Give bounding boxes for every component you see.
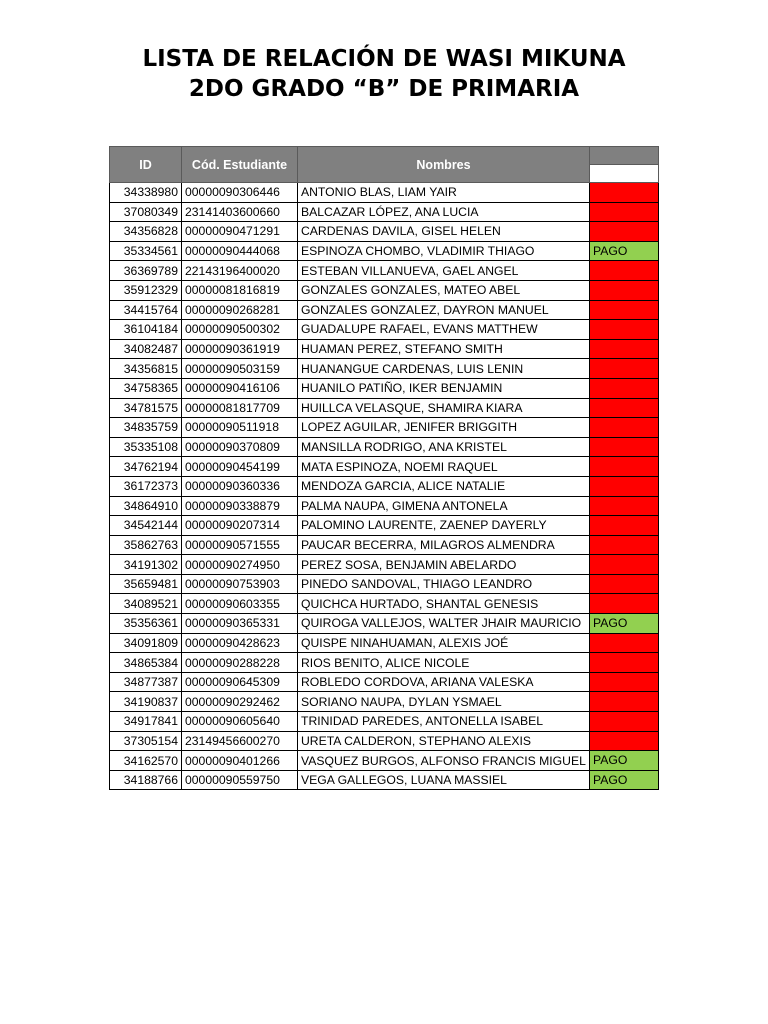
cell-payment-status: PAGO — [590, 751, 659, 771]
cell-nombre: LOPEZ AGUILAR, JENIFER BRIGGITH — [298, 418, 590, 438]
cell-payment-status — [590, 653, 659, 673]
table-row — [110, 692, 659, 712]
cell-id: 34089521 — [110, 594, 182, 614]
cell-codigo: 00000090306446 — [182, 183, 298, 203]
cell-nombre: QUICHCA HURTADO, SHANTAL GENESIS — [298, 594, 590, 614]
cell-codigo: 00000081816819 — [182, 280, 298, 300]
table-row — [110, 359, 659, 379]
cell-payment-status — [590, 633, 659, 653]
cell-nombre: VEGA GALLEGOS, LUANA MASSIEL — [298, 770, 590, 790]
cell-payment-status — [590, 712, 659, 732]
cell-id: 34758365 — [110, 378, 182, 398]
table-row — [110, 535, 659, 555]
cell-codigo: 00000090361919 — [182, 339, 298, 359]
cell-id: 34356815 — [110, 359, 182, 379]
cell-nombre: HUANANGUE CARDENAS, LUIS LENIN — [298, 359, 590, 379]
cell-payment-status — [590, 476, 659, 496]
table-row — [110, 222, 659, 242]
table-row — [110, 633, 659, 653]
cell-payment-status — [590, 378, 659, 398]
cell-id: 34091809 — [110, 633, 182, 653]
cell-codigo: 00000081817709 — [182, 398, 298, 418]
cell-id: 35335108 — [110, 437, 182, 457]
cell-id: 36104184 — [110, 320, 182, 340]
cell-codigo: 00000090645309 — [182, 672, 298, 692]
cell-codigo: 00000090603355 — [182, 594, 298, 614]
cell-codigo: 00000090471291 — [182, 222, 298, 242]
cell-id: 34865384 — [110, 653, 182, 673]
cell-payment-status — [590, 261, 659, 281]
cell-codigo: 00000090753903 — [182, 574, 298, 594]
title-line-2: 2DO GRADO “B” DE PRIMARIA — [188, 76, 580, 102]
cell-id: 34082487 — [110, 339, 182, 359]
cell-id: 34877387 — [110, 672, 182, 692]
cell-nombre: PALMA NAUPA, GIMENA ANTONELA — [298, 496, 590, 516]
cell-payment-status — [590, 496, 659, 516]
cell-nombre: RIOS BENITO, ALICE NICOLE — [298, 653, 590, 673]
cell-id: 34356828 — [110, 222, 182, 242]
document-title — [0, 44, 768, 104]
cell-payment-status — [590, 594, 659, 614]
cell-payment-status — [590, 672, 659, 692]
cell-nombre: PINEDO SANDOVAL, THIAGO LEANDRO — [298, 574, 590, 594]
header-id: ID — [110, 147, 182, 183]
cell-nombre: SORIANO NAUPA, DYLAN YSMAEL — [298, 692, 590, 712]
table-row — [110, 496, 659, 516]
cell-codigo: 22143196400020 — [182, 261, 298, 281]
cell-id: 34542144 — [110, 516, 182, 536]
table-row — [110, 751, 659, 771]
table-row — [110, 516, 659, 536]
cell-nombre: PALOMINO LAURENTE, ZAENEP DAYERLY — [298, 516, 590, 536]
cell-id: 37305154 — [110, 731, 182, 751]
cell-id: 36369789 — [110, 261, 182, 281]
cell-codigo: 00000090500302 — [182, 320, 298, 340]
cell-id: 34781575 — [110, 398, 182, 418]
cell-codigo: 00000090274950 — [182, 555, 298, 575]
table-row — [110, 202, 659, 222]
cell-payment-status — [590, 320, 659, 340]
table-row — [110, 183, 659, 203]
cell-id: 34190837 — [110, 692, 182, 712]
cell-codigo: 23141403600660 — [182, 202, 298, 222]
cell-nombre: MENDOZA GARCIA, ALICE NATALIE — [298, 476, 590, 496]
cell-codigo: 00000090503159 — [182, 359, 298, 379]
cell-nombre: ESPINOZA CHOMBO, VLADIMIR THIAGO — [298, 241, 590, 261]
cell-id: 34162570 — [110, 751, 182, 771]
cell-id: 35912329 — [110, 280, 182, 300]
cell-codigo: 00000090571555 — [182, 535, 298, 555]
table-row — [110, 614, 659, 634]
table-row — [110, 712, 659, 732]
cell-payment-status — [590, 202, 659, 222]
cell-payment-status — [590, 457, 659, 477]
table-row — [110, 378, 659, 398]
cell-nombre: HUILLCA VELASQUE, SHAMIRA KIARA — [298, 398, 590, 418]
cell-codigo: 00000090416106 — [182, 378, 298, 398]
cell-codigo: 00000090360336 — [182, 476, 298, 496]
table-row — [110, 555, 659, 575]
cell-codigo: 00000090559750 — [182, 770, 298, 790]
header-nombres: Nombres — [298, 147, 590, 183]
table-row — [110, 437, 659, 457]
cell-payment-status: PAGO — [590, 241, 659, 261]
cell-payment-status — [590, 280, 659, 300]
cell-nombre: CARDENAS DAVILA, GISEL HELEN — [298, 222, 590, 242]
cell-id: 35659481 — [110, 574, 182, 594]
table-body — [110, 183, 659, 790]
cell-payment-status — [590, 535, 659, 555]
cell-codigo: 00000090365331 — [182, 614, 298, 634]
cell-id: 34917841 — [110, 712, 182, 732]
cell-nombre: QUISPE NINAHUAMAN, ALEXIS JOÉ — [298, 633, 590, 653]
cell-nombre: ESTEBAN VILLANUEVA, GAEL ANGEL — [298, 261, 590, 281]
cell-codigo: 00000090605640 — [182, 712, 298, 732]
cell-id: 35862763 — [110, 535, 182, 555]
cell-codigo: 00000090454199 — [182, 457, 298, 477]
cell-id: 34762194 — [110, 457, 182, 477]
table-row — [110, 418, 659, 438]
cell-id: 35356361 — [110, 614, 182, 634]
cell-codigo: 00000090401266 — [182, 751, 298, 771]
cell-codigo: 00000090207314 — [182, 516, 298, 536]
cell-id: 37080349 — [110, 202, 182, 222]
cell-nombre: GONZALES GONZALES, MATEO ABEL — [298, 280, 590, 300]
table-row — [110, 241, 659, 261]
header-status — [590, 147, 659, 183]
cell-id: 35334561 — [110, 241, 182, 261]
cell-codigo: 00000090292462 — [182, 692, 298, 712]
cell-nombre: PEREZ SOSA, BENJAMIN ABELARDO — [298, 555, 590, 575]
cell-payment-status — [590, 300, 659, 320]
cell-nombre: URETA CALDERON, STEPHANO ALEXIS — [298, 731, 590, 751]
table-row — [110, 672, 659, 692]
cell-codigo: 00000090268281 — [182, 300, 298, 320]
cell-id: 34864910 — [110, 496, 182, 516]
cell-nombre: MANSILLA RODRIGO, ANA KRISTEL — [298, 437, 590, 457]
table-header-row — [110, 147, 659, 183]
cell-codigo: 00000090428623 — [182, 633, 298, 653]
table-row — [110, 320, 659, 340]
cell-nombre: ROBLEDO CORDOVA, ARIANA VALESKA — [298, 672, 590, 692]
header-status-bottom — [590, 165, 658, 182]
table-row — [110, 574, 659, 594]
table-row — [110, 653, 659, 673]
cell-id: 36172373 — [110, 476, 182, 496]
cell-payment-status — [590, 183, 659, 203]
table-row — [110, 457, 659, 477]
table-row — [110, 594, 659, 614]
cell-payment-status — [590, 555, 659, 575]
table-row — [110, 339, 659, 359]
cell-payment-status — [590, 437, 659, 457]
cell-id: 34191302 — [110, 555, 182, 575]
cell-codigo: 00000090370809 — [182, 437, 298, 457]
table-row — [110, 770, 659, 790]
cell-codigo: 00000090288228 — [182, 653, 298, 673]
table-row — [110, 300, 659, 320]
table-row — [110, 731, 659, 751]
cell-id: 34835759 — [110, 418, 182, 438]
cell-nombre: MATA ESPINOZA, NOEMI RAQUEL — [298, 457, 590, 477]
cell-codigo: 00000090338879 — [182, 496, 298, 516]
cell-nombre: PAUCAR BECERRA, MILAGROS ALMENDRA — [298, 535, 590, 555]
table-row — [110, 398, 659, 418]
cell-nombre: GUADALUPE RAFAEL, EVANS MATTHEW — [298, 320, 590, 340]
cell-nombre: HUAMAN PEREZ, STEFANO SMITH — [298, 339, 590, 359]
cell-payment-status: PAGO — [590, 770, 659, 790]
table-row — [110, 476, 659, 496]
cell-payment-status — [590, 731, 659, 751]
cell-nombre: ANTONIO BLAS, LIAM YAIR — [298, 183, 590, 203]
cell-id: 34338980 — [110, 183, 182, 203]
cell-nombre: GONZALES GONZALEZ, DAYRON MANUEL — [298, 300, 590, 320]
cell-payment-status: PAGO — [590, 614, 659, 634]
cell-payment-status — [590, 516, 659, 536]
cell-id: 34188766 — [110, 770, 182, 790]
cell-nombre: QUIROGA VALLEJOS, WALTER JHAIR MAURICIO — [298, 614, 590, 634]
table-row — [110, 261, 659, 281]
header-codigo: Cód. Estudiante — [182, 147, 298, 183]
cell-payment-status — [590, 574, 659, 594]
header-status-top — [590, 147, 658, 165]
cell-payment-status — [590, 222, 659, 242]
table-row — [110, 280, 659, 300]
cell-codigo: 00000090511918 — [182, 418, 298, 438]
student-payment-table — [109, 146, 659, 790]
cell-nombre: HUANILO PATIÑO, IKER BENJAMIN — [298, 378, 590, 398]
cell-codigo: 00000090444068 — [182, 241, 298, 261]
cell-payment-status — [590, 398, 659, 418]
cell-id: 34415764 — [110, 300, 182, 320]
cell-payment-status — [590, 359, 659, 379]
cell-nombre: BALCAZAR LÓPEZ, ANA LUCIA — [298, 202, 590, 222]
title-line-1: LISTA DE RELACIÓN DE WASI MIKUNA — [142, 46, 626, 72]
cell-nombre: VASQUEZ BURGOS, ALFONSO FRANCIS MIGUEL — [298, 751, 590, 771]
cell-payment-status — [590, 692, 659, 712]
cell-codigo: 23149456600270 — [182, 731, 298, 751]
cell-payment-status — [590, 418, 659, 438]
cell-payment-status — [590, 339, 659, 359]
cell-nombre: TRINIDAD PAREDES, ANTONELLA ISABEL — [298, 712, 590, 732]
